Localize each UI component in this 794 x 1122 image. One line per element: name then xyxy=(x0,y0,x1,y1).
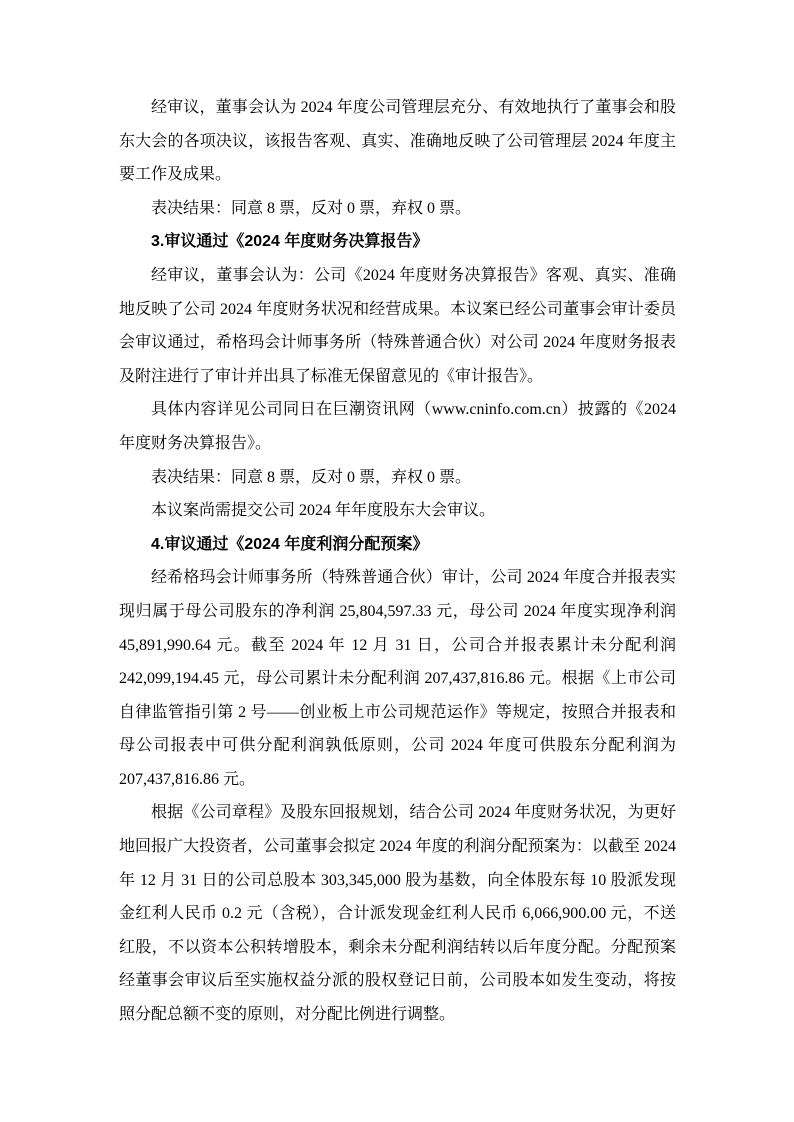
paragraph-disclosure-reference: 具体内容详见公司同日在巨潮资讯网（www.cninfo.com.cn）披露的《2024 年度财务决算报告》。 xyxy=(119,401,676,452)
section-heading-item3: 3.审议通过《2024 年度财务决算报告》 xyxy=(151,233,429,251)
paragraph-management-report-review: 经审议，董事会认为 2024 年度公司管理层充分、有效地执行了董事会和股东大会的各项决议，该报告客观、真实、准确地反映了公司管理层 2024 年度主要工作及成果。 xyxy=(119,99,676,184)
paragraph-profit-figures: 经希格玛会计师事务所（特殊普通合伙）审计，公司 2024 年度合并报表实现归属于母公司股东的净利润 25,804,597.33 元，母公司 2024 年度实现净利润 45,891,990.64 元。截至 2024 年 12 月 31 日，公司合并报表累计未分配利润 242,099,194.45 元，母公司累计未分配利润 207,437,816.86 元。根据《上市公司自律监管指引第 2 号——创业板上市公司规范运作》等规定，按照合并报表和母公司报表中可供分配利润孰低原则，公司 2024 年度可供股东分配利润为 207,437,816.86 元。 xyxy=(119,569,676,788)
paragraph-dividend-plan: 根据《公司章程》及股东回报规划，结合公司 2024 年度财务状况，为更好地回报广大投资者，公司董事会拟定 2024 年度的利润分配预案为：以截至 2024 年 12 月 31 日的公司总股本 303,345,000 股为基数，向全体股东每 10 股派发现金红利人民币 0.2 元（含税），合计派发现金红利人民币 6,066,900.00 元，不送红股，不以资本公积转增股本，剩余未分配利润结转以后年度分配。分配预案经董事会审议后至实施权益分派的股权登记日前，公司股本如发生变动，将按照分配总额不变的原则，对分配比例进行调整。 xyxy=(119,804,676,1024)
vote-result-item2: 表决结果：同意 8 票，反对 0 票，弃权 0 票。 xyxy=(151,199,472,217)
vote-result-item3: 表决结果：同意 8 票，反对 0 票，弃权 0 票。 xyxy=(151,468,472,486)
section-heading-item4: 4.审议通过《2024 年度利润分配预案》 xyxy=(151,535,429,553)
paragraph-shareholder-meeting-note: 本议案尚需提交公司 2024 年年度股东大会审议。 xyxy=(151,502,496,520)
document-body xyxy=(119,91,676,1032)
paragraph-financial-report-review: 经审议，董事会认为：公司《2024 年度财务决算报告》客观、真实、准确地反映了公司 2024 年度财务状况和经营成果。本议案已经公司董事会审计委员会审议通过，希格玛会计师事务所（特殊普通合伙）对公司 2024 年度财务报表及附注进行了审计并出具了标准无保留意见的《审计报告》。 xyxy=(119,266,676,385)
